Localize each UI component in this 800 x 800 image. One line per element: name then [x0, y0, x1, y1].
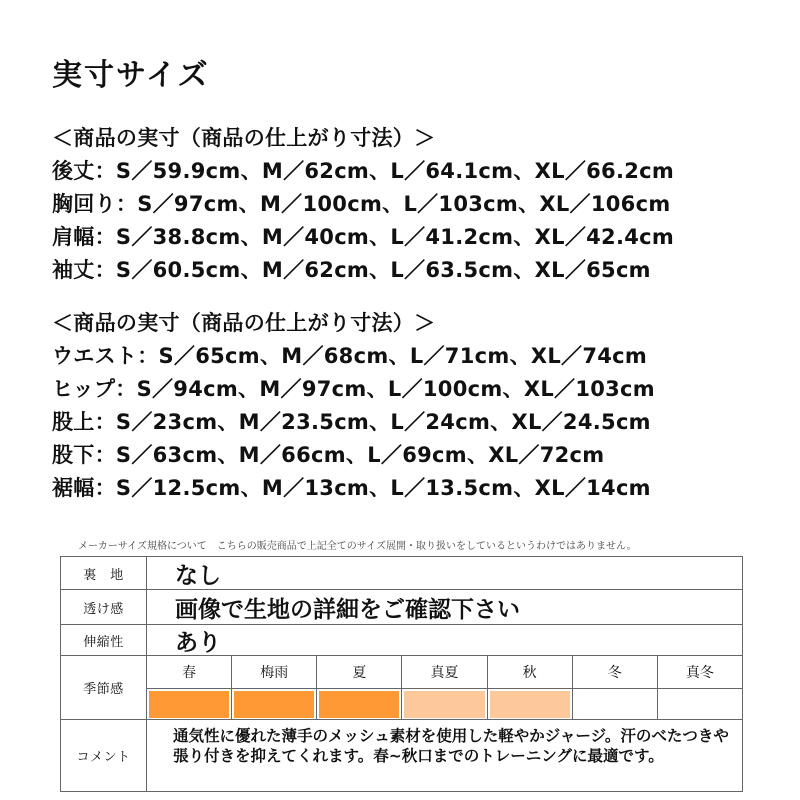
stretch-value: あり: [175, 629, 221, 656]
season-row: [61, 656, 742, 720]
maker-size-note: メーカーサイズ規格について こちらの販売商品で上記全てのサイズ展開・取り扱いをしているというわけではありません。: [78, 541, 637, 552]
spec-line-waist: ウエスト：S／65cm、M／68cm、L／71cm、XL／74cm: [52, 344, 648, 368]
spec-line-hem-width: 裾幅：S／12.5cm、M／13cm、L／13.5cm、XL／14cm: [52, 476, 651, 500]
sheerness-value: 画像で生地の詳細をご確認下さい: [175, 596, 520, 623]
page-title: 実寸サイズ: [52, 58, 210, 93]
season-cell: [573, 656, 658, 719]
season-grid: [147, 656, 742, 719]
season-label: 季節感: [61, 656, 147, 719]
season-name: 夏: [317, 656, 401, 689]
spec-line-chest: 胸回り：S／97cm、M／100cm、L／103cm、XL／106cm: [52, 192, 671, 216]
season-swatch: [490, 691, 570, 718]
block-heading: ＜商品の実寸（商品の仕上がり寸法）＞: [52, 126, 436, 150]
season-cell: [232, 656, 317, 719]
season-cell: [147, 656, 232, 719]
season-cell: [488, 656, 573, 719]
comment-row: [61, 720, 742, 791]
season-cell: [402, 656, 487, 719]
top-measurement-block: [52, 122, 674, 287]
sheerness-row: [61, 590, 742, 625]
season-name: 冬: [573, 656, 657, 689]
comment-label: コメント: [61, 720, 147, 791]
season-cell: [658, 656, 742, 719]
season-swatch: [319, 691, 399, 718]
spec-line-back-length: 後丈：S／59.9cm、M／62cm、L／64.1cm、XL／66.2cm: [52, 159, 675, 183]
bottom-measurement-block: [52, 307, 655, 505]
lining-row: [61, 557, 742, 590]
sheerness-label: 透け感: [61, 590, 147, 624]
stretch-row: [61, 625, 742, 656]
lining-value: なし: [175, 562, 221, 589]
lining-label: 裏 地: [61, 557, 147, 589]
spec-line-shoulder: 肩幅：S／38.8cm、M／40cm、L／41.2cm、XL／42.4cm: [52, 225, 675, 249]
season-swatch: [234, 691, 314, 718]
season-name: 秋: [488, 656, 572, 689]
season-swatch: [149, 691, 229, 718]
spec-line-rise: 股上：S／23cm、M／23.5cm、L／24cm、XL／24.5cm: [52, 410, 651, 434]
season-swatch: [575, 691, 655, 718]
spec-line-inseam: 股下：S／63cm、M／66cm、L／69cm、XL／72cm: [52, 443, 605, 467]
season-swatch: [404, 691, 484, 718]
product-info-table: [60, 556, 743, 792]
season-name: 真冬: [658, 656, 742, 689]
season-name: 梅雨: [232, 656, 316, 689]
stretch-label: 伸縮性: [61, 625, 147, 655]
comment-text: 通気性に優れた薄手のメッシュ素材を使用した軽やかジャージ。汗のべたつきや張り付きを抑えてくれます。春~秋口までのトレーニングに最適です。: [173, 727, 729, 765]
season-name: 春: [147, 656, 231, 689]
season-cell: [317, 656, 402, 719]
spec-line-sleeve: 袖丈：S／60.5cm、M／62cm、L／63.5cm、XL／65cm: [52, 258, 651, 282]
season-swatch: [660, 691, 740, 718]
block-heading: ＜商品の実寸（商品の仕上がり寸法）＞: [52, 311, 436, 335]
spec-line-hip: ヒップ：S／94cm、M／97cm、L／100cm、XL／103cm: [52, 377, 655, 401]
season-name: 真夏: [402, 656, 486, 689]
